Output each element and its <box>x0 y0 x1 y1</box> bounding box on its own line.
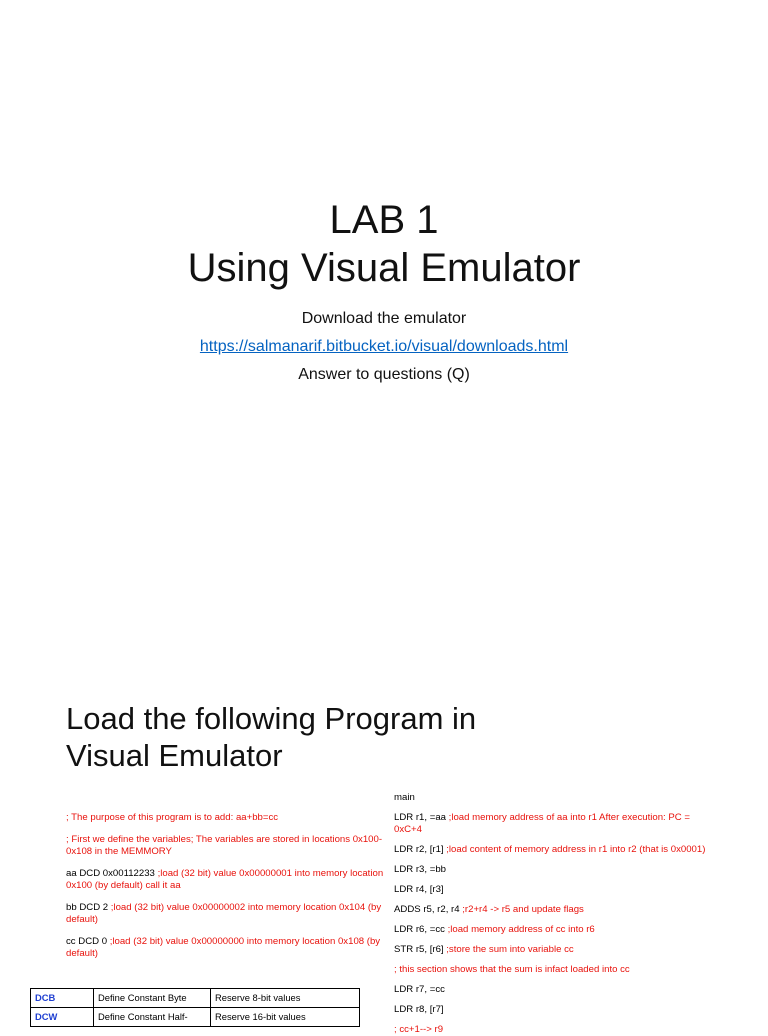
meaning-cell: Define Constant Byte <box>94 989 211 1008</box>
code-line: LDR r8, [r7] <box>394 1004 444 1015</box>
code-line: main <box>394 792 415 803</box>
code-line: bb DCD 2 ;load (32 bit) value 0x00000002 into memory location 0x104 (by default) <box>66 902 382 925</box>
code-line: STR r5, [r6] ;store the sum into variable cc <box>394 944 574 955</box>
code-line: ADDS r5, r2, r4 ;r2+r4 -> r5 and update flags <box>394 904 584 915</box>
directives-table <box>30 988 360 1027</box>
code-line: ; The purpose of this program is to add: aa+bb=cc <box>66 812 279 823</box>
download-text: Download the emulator <box>301 310 467 327</box>
meaning-cell: Define Constant Half- <box>94 1008 211 1027</box>
table-row <box>31 989 360 1008</box>
code-line: LDR r6, =cc ;load memory address of cc into r6 <box>394 924 595 935</box>
code-line: cc DCD 0 ;load (32 bit) value 0x00000000 into memory location 0x108 (by default) <box>66 936 381 959</box>
code-line: LDR r1, =aa ;load memory address of aa into r1 After execution: PC = 0xC+4 <box>394 812 690 835</box>
right-code-column <box>394 792 712 1036</box>
slide-title <box>0 196 768 292</box>
code-line: LDR r2, [r1] ;load content of memory address in r1 into r2 (that is 0x0001) <box>394 844 706 855</box>
program-slide-title: Load the following Program in Visual Emulator <box>66 701 477 773</box>
answer-text: Answer to questions (Q) <box>298 366 470 383</box>
directive-cell: DCB <box>31 989 94 1008</box>
left-code-column <box>66 812 384 960</box>
code-line: ; this section shows that the sum is infact loaded into cc <box>394 964 630 975</box>
desc-cell: Reserve 16-bit values <box>211 1008 360 1027</box>
code-line: aa DCD 0x00112233 ;load (32 bit) value 0x00000001 into memory location 0x100 (by default) call it aa <box>66 868 384 891</box>
download-link[interactable]: https://salmanarif.bitbucket.io/visual/downloads.html <box>199 338 569 355</box>
code-line: ; cc+1--> r9 <box>394 1024 444 1035</box>
program-slide <box>0 640 768 1035</box>
code-line: LDR r3, =bb <box>394 864 446 875</box>
code-line: LDR r4, [r3] <box>394 884 444 895</box>
desc-cell: Reserve 8-bit values <box>211 989 360 1008</box>
code-line: LDR r7, =cc <box>394 984 445 995</box>
directive-cell: DCW <box>31 1008 94 1027</box>
title-line-1: LAB 1 <box>329 198 439 242</box>
code-line: ; First we define the variables; The variables are stored in locations 0x100-0x108 in the MEMMORY <box>66 834 383 857</box>
title-line-2: Using Visual Emulator <box>187 246 581 290</box>
